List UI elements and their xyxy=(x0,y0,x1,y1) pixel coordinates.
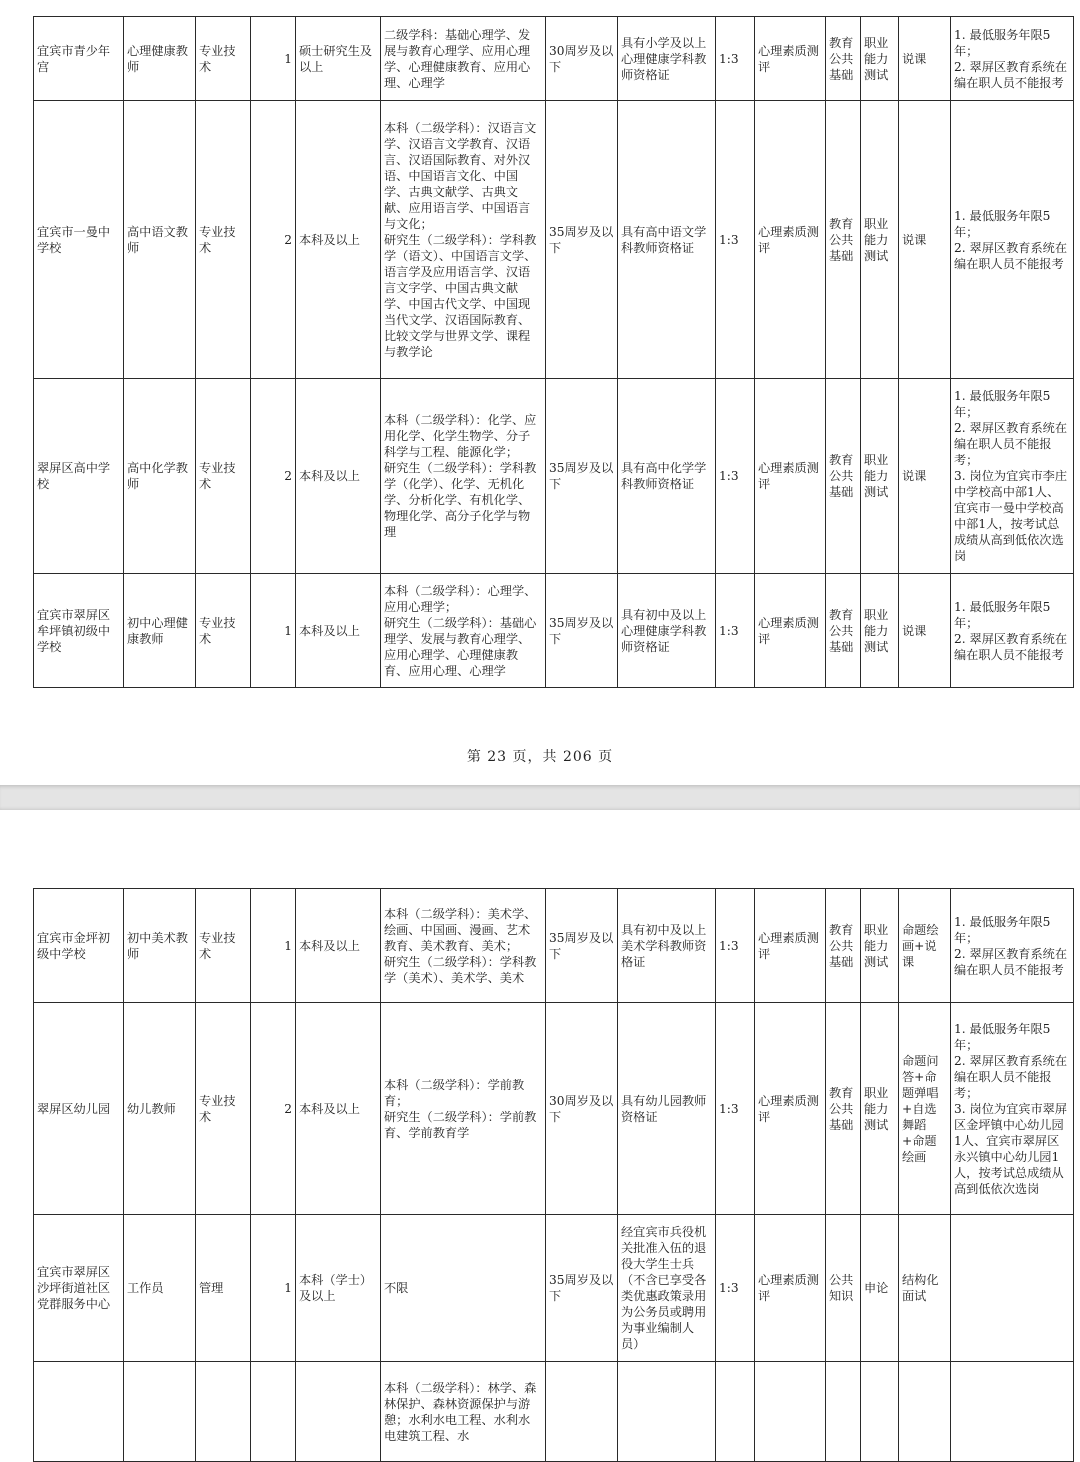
table-row xyxy=(34,17,1074,101)
cell-review-text: 心理素质测评 xyxy=(758,224,819,255)
cell-requirements-text: 具有初中及以上美术学科教师资格证 xyxy=(621,922,707,969)
cell-unit-text: 翠屏区幼儿园 xyxy=(37,1101,111,1116)
cell-majors-text: 二级学科：基础心理学、发展与教育心理学、应用心理学、心理健康教育、应用心理、心理学 xyxy=(384,27,531,90)
cell-age xyxy=(546,17,618,101)
cell-category xyxy=(196,379,251,574)
cell-notes-text: 1. 最低服务年限5年； 2. 翠屏区教育系统在编在职人员不能报考； 3. 岗位为宜宾市李庄中学校高中部1人、宜宾市一曼中学校高中部1人，按考试总成绩从高到低依次选岗 xyxy=(954,389,1068,563)
cell-age-text: 35周岁及以下 xyxy=(549,224,614,255)
cell-majors-text: 本科（二级学科）：学前教育； 研究生（二级学科）：学前教育、学前教育学 xyxy=(384,1077,537,1140)
cell-category xyxy=(196,1215,251,1362)
table-row xyxy=(34,1215,1074,1362)
cell-count xyxy=(251,1362,296,1462)
cell-notes-text: 1. 最低服务年限5年； 2. 翠屏区教育系统在编在职人员不能报考 xyxy=(954,599,1068,662)
cell-interview-text: 说课 xyxy=(902,469,927,483)
cell-category xyxy=(196,889,251,1003)
cell-count-text: 1 xyxy=(284,1281,292,1295)
cell-category-text: 管理 xyxy=(199,1281,224,1295)
cell-written-subject-1-text: 教育公共基础 xyxy=(829,1085,854,1132)
cell-review-text: 心理素质测评 xyxy=(758,615,819,646)
cell-written-subject-1 xyxy=(826,17,861,101)
cell-majors xyxy=(381,17,546,101)
cell-interview-text: 说课 xyxy=(902,232,927,247)
cell-post-text: 心理健康教师 xyxy=(127,43,188,74)
cell-post-text: 初中心理健康教师 xyxy=(127,615,188,646)
cell-count-text: 1 xyxy=(284,938,292,953)
cell-requirements xyxy=(618,1003,716,1215)
cell-post xyxy=(124,1362,196,1462)
cell-written-subject-1 xyxy=(826,101,861,379)
cell-ratio-text: 1:3 xyxy=(719,51,739,66)
cell-age-text: 30周岁及以下 xyxy=(549,1093,614,1124)
document-page-24 xyxy=(0,810,1080,1443)
cell-post-text: 高中化学教师 xyxy=(127,461,188,491)
cell-review xyxy=(755,574,826,688)
cell-category xyxy=(196,17,251,101)
cell-count xyxy=(251,1003,296,1215)
cell-post xyxy=(124,379,196,574)
cell-category-text: 专业技术 xyxy=(199,43,236,74)
cell-post xyxy=(124,17,196,101)
cell-category-text: 专业技术 xyxy=(199,461,236,491)
job-table-top xyxy=(33,16,1074,688)
cell-education xyxy=(296,17,381,101)
cell-ratio-text: 1:3 xyxy=(719,232,739,247)
cell-unit xyxy=(34,101,124,379)
cell-notes xyxy=(951,1003,1074,1215)
cell-interview xyxy=(899,1362,951,1462)
cell-majors xyxy=(381,1003,546,1215)
cell-written-subject-2 xyxy=(861,889,899,1003)
cell-education-text: 本科及以上 xyxy=(299,1101,360,1116)
cell-written-subject-2-text: 职业能力测试 xyxy=(864,453,889,499)
cell-notes xyxy=(951,889,1074,1003)
cell-age xyxy=(546,1215,618,1362)
cell-written-subject-2-text: 职业能力测试 xyxy=(864,216,889,263)
cell-majors-text: 本科（二级学科）：心理学、应用心理学； 研究生（二级学科）：基础心理学、发展与教育心理学、应用心理学、心理健康教育、应用心理、心理学 xyxy=(384,583,537,678)
cell-requirements-text: 经宜宾市兵役机关批准入伍的退役大学生士兵（不含已享受各类优惠政策录用为公务员或聘用为事业编制人员） xyxy=(621,1225,707,1351)
cell-ratio xyxy=(716,17,755,101)
cell-written-subject-1-text: 教育公共基础 xyxy=(829,216,854,263)
cell-post-text: 初中美术教师 xyxy=(127,930,188,961)
cell-ratio xyxy=(716,889,755,1003)
cell-interview xyxy=(899,574,951,688)
cell-education-text: 本科及以上 xyxy=(299,623,360,638)
cell-count xyxy=(251,17,296,101)
cell-unit-text: 宜宾市翠屏区牟坪镇初级中学校 xyxy=(37,607,111,654)
cell-unit xyxy=(34,1215,124,1362)
cell-majors xyxy=(381,1362,546,1462)
cell-review xyxy=(755,1215,826,1362)
cell-written-subject-2 xyxy=(861,101,899,379)
cell-interview-text: 结构化面试 xyxy=(902,1273,939,1303)
cell-notes-text: 1. 最低服务年限5年； 2. 翠屏区教育系统在编在职人员不能报考； 3. 岗位为宜宾市翠屏区金坪镇中心幼儿园1人、宜宾市翠屏区永兴镇中心幼儿园1人，按考试总成绩从高到低依次选岗 xyxy=(954,1021,1068,1196)
cell-review-text: 心理素质测评 xyxy=(758,461,819,491)
cell-age-text: 35周岁及以下 xyxy=(549,930,614,961)
cell-notes xyxy=(951,1362,1074,1462)
cell-requirements xyxy=(618,379,716,574)
cell-post xyxy=(124,1003,196,1215)
cell-ratio xyxy=(716,1215,755,1362)
cell-requirements xyxy=(618,101,716,379)
cell-requirements-text: 具有幼儿园教师资格证 xyxy=(621,1093,707,1124)
cell-unit-text: 宜宾市青少年宫 xyxy=(37,43,111,74)
cell-post xyxy=(124,101,196,379)
cell-majors-text: 本科（二级学科）：化学、应用化学、化学生物学、分子科学与工程、能源化学； 研究生（二级学科）：学科教学（化学）、化学、无机化学、分析化学、有机化学、物理化学、高分子化学与物理 xyxy=(384,413,537,539)
cell-review xyxy=(755,1362,826,1462)
cell-written-subject-1-text: 教育公共基础 xyxy=(829,35,854,82)
cell-interview xyxy=(899,101,951,379)
cell-majors-text: 本科（二级学科）：美术学、绘画、中国画、漫画、艺术教育、美术教育、美术； 研究生（二级学科）：学科教学（美术）、美术学、美术 xyxy=(384,906,537,985)
cell-category-text: 专业技术 xyxy=(199,1093,236,1124)
cell-category xyxy=(196,574,251,688)
cell-requirements-text: 具有高中化学学科教师资格证 xyxy=(621,461,707,491)
cell-written-subject-2-text: 职业能力测试 xyxy=(864,35,889,82)
cell-interview-text: 命题问答+命题弹唱+自选舞蹈+命题绘画 xyxy=(902,1053,939,1164)
table-row xyxy=(34,379,1074,574)
cell-education xyxy=(296,379,381,574)
cell-review xyxy=(755,17,826,101)
cell-written-subject-1-text: 教育公共基础 xyxy=(829,607,854,654)
cell-ratio xyxy=(716,574,755,688)
cell-post xyxy=(124,889,196,1003)
table-row xyxy=(34,574,1074,688)
job-table-bottom xyxy=(33,888,1074,1462)
cell-notes-text: 1. 最低服务年限5年； 2. 翠屏区教育系统在编在职人员不能报考 xyxy=(954,208,1068,271)
cell-count-text: 2 xyxy=(284,1101,292,1116)
cell-majors xyxy=(381,574,546,688)
cell-written-subject-2-text: 职业能力测试 xyxy=(864,607,889,654)
cell-ratio-text: 1:3 xyxy=(719,1101,739,1116)
cell-requirements xyxy=(618,17,716,101)
cell-requirements-text: 具有高中语文学科教师资格证 xyxy=(621,224,707,255)
cell-majors-text: 本科（二级学科）：汉语言文学、汉语言文学教育、汉语言、汉语国际教育、对外汉语、中国语言文化、中国学、古典文献学、古典文献、应用语言学、中国语言与文化； 研究生（二级学科）：学科教学（语文）、中国语言文学、语言学及应用语言学、汉语言文字学、中国古典文献学、中国古代文学、中国现当代文学、汉语国际教育、比较文学与世界文学、课程与教学论 xyxy=(384,120,537,359)
cell-requirements xyxy=(618,1362,716,1462)
cell-count-text: 1 xyxy=(284,623,292,638)
cell-written-subject-2-text: 职业能力测试 xyxy=(864,1085,889,1132)
cell-written-subject-1-text: 公共知识 xyxy=(829,1273,854,1303)
cell-category xyxy=(196,1003,251,1215)
cell-written-subject-1-text: 教育公共基础 xyxy=(829,453,854,499)
cell-education xyxy=(296,1215,381,1362)
table-row xyxy=(34,1003,1074,1215)
cell-age-text: 35周岁及以下 xyxy=(549,1273,614,1303)
cell-category-text: 专业技术 xyxy=(199,615,236,646)
cell-written-subject-2 xyxy=(861,1003,899,1215)
cell-count xyxy=(251,889,296,1003)
cell-unit xyxy=(34,1003,124,1215)
cell-written-subject-2 xyxy=(861,379,899,574)
cell-post xyxy=(124,1215,196,1362)
cell-education xyxy=(296,574,381,688)
cell-age xyxy=(546,379,618,574)
cell-majors-text: 不限 xyxy=(384,1281,409,1295)
cell-ratio xyxy=(716,101,755,379)
cell-majors xyxy=(381,101,546,379)
cell-review xyxy=(755,101,826,379)
cell-requirements xyxy=(618,889,716,1003)
cell-age xyxy=(546,1003,618,1215)
cell-interview xyxy=(899,1003,951,1215)
cell-count-text: 1 xyxy=(284,51,292,66)
cell-category-text: 专业技术 xyxy=(199,224,236,255)
cell-majors xyxy=(381,889,546,1003)
cell-post-text: 工作员 xyxy=(127,1281,164,1295)
cell-written-subject-2-text: 申论 xyxy=(864,1281,889,1295)
cell-majors xyxy=(381,379,546,574)
cell-review xyxy=(755,1003,826,1215)
cell-review-text: 心理素质测评 xyxy=(758,1273,819,1303)
cell-interview-text: 说课 xyxy=(902,51,927,66)
cell-unit xyxy=(34,889,124,1003)
cell-education-text: 本科及以上 xyxy=(299,232,360,247)
cell-review xyxy=(755,889,826,1003)
cell-ratio-text: 1:3 xyxy=(719,469,739,483)
cell-written-subject-1 xyxy=(826,889,861,1003)
cell-interview xyxy=(899,889,951,1003)
cell-written-subject-1 xyxy=(826,1215,861,1362)
cell-category xyxy=(196,1362,251,1462)
cell-ratio xyxy=(716,1003,755,1215)
table-row xyxy=(34,101,1074,379)
cell-education-text: 本科及以上 xyxy=(299,469,360,483)
cell-written-subject-1 xyxy=(826,1003,861,1215)
cell-interview xyxy=(899,379,951,574)
cell-notes xyxy=(951,574,1074,688)
cell-category-text: 专业技术 xyxy=(199,930,236,961)
cell-age-text: 35周岁及以下 xyxy=(549,461,614,491)
cell-written-subject-2-text: 职业能力测试 xyxy=(864,922,889,969)
cell-review-text: 心理素质测评 xyxy=(758,930,819,961)
cell-ratio-text: 1:3 xyxy=(719,1281,739,1295)
cell-written-subject-2 xyxy=(861,574,899,688)
cell-category xyxy=(196,101,251,379)
table-row xyxy=(34,1362,1074,1462)
cell-education xyxy=(296,1362,381,1462)
cell-written-subject-1 xyxy=(826,1362,861,1462)
cell-ratio-text: 1:3 xyxy=(719,938,739,953)
cell-unit-text: 宜宾市金坪初级中学校 xyxy=(37,930,111,961)
page-gap xyxy=(0,785,1080,810)
cell-requirements xyxy=(618,1215,716,1362)
cell-count-text: 2 xyxy=(284,469,292,483)
cell-ratio-text: 1:3 xyxy=(719,623,739,638)
cell-written-subject-1 xyxy=(826,574,861,688)
cell-written-subject-1-text: 教育公共基础 xyxy=(829,922,854,969)
cell-education xyxy=(296,1003,381,1215)
cell-unit xyxy=(34,1362,124,1462)
cell-post xyxy=(124,574,196,688)
cell-requirements-text: 具有初中及以上心理健康学科教师资格证 xyxy=(621,607,707,654)
cell-requirements xyxy=(618,574,716,688)
cell-ratio xyxy=(716,379,755,574)
cell-education-text: 硕士研究生及以上 xyxy=(299,43,373,74)
cell-interview xyxy=(899,1215,951,1362)
cell-written-subject-1 xyxy=(826,379,861,574)
cell-count-text: 2 xyxy=(284,232,292,247)
cell-interview xyxy=(899,17,951,101)
cell-notes xyxy=(951,101,1074,379)
cell-notes-text: 1. 最低服务年限5年； 2. 翠屏区教育系统在编在职人员不能报考 xyxy=(954,914,1068,977)
cell-unit-text: 宜宾市翠屏区沙坪街道社区党群服务中心 xyxy=(37,1265,111,1311)
cell-review-text: 心理素质测评 xyxy=(758,43,819,74)
cell-education-text: 本科（学士）及以上 xyxy=(299,1273,373,1303)
cell-unit xyxy=(34,574,124,688)
cell-count xyxy=(251,574,296,688)
cell-education-text: 本科及以上 xyxy=(299,938,360,953)
cell-requirements-text: 具有小学及以上心理健康学科教师资格证 xyxy=(621,35,707,82)
cell-notes xyxy=(951,379,1074,574)
cell-unit-text: 翠屏区高中学校 xyxy=(37,461,111,491)
cell-age xyxy=(546,1362,618,1462)
cell-age xyxy=(546,101,618,379)
cell-count xyxy=(251,379,296,574)
cell-count xyxy=(251,1215,296,1362)
cell-post-text: 高中语文教师 xyxy=(127,224,188,255)
cell-age xyxy=(546,889,618,1003)
cell-notes-text: 1. 最低服务年限5年； 2. 翠屏区教育系统在编在职人员不能报考 xyxy=(954,27,1068,90)
cell-unit xyxy=(34,17,124,101)
cell-unit-text: 宜宾市一曼中学校 xyxy=(37,224,111,255)
page-number: 第 23 页，共 206 页 xyxy=(466,749,614,765)
cell-written-subject-2 xyxy=(861,1362,899,1462)
cell-interview-text: 命题绘画+说课 xyxy=(902,922,939,969)
cell-age-text: 35周岁及以下 xyxy=(549,615,614,646)
cell-notes xyxy=(951,1215,1074,1362)
cell-notes xyxy=(951,17,1074,101)
cell-majors-text: 本科（二级学科）：林学、森林保护、森林资源保护与游憩；水利水电工程、水利水电建筑工程、水 xyxy=(384,1380,537,1443)
cell-review xyxy=(755,379,826,574)
cell-review-text: 心理素质测评 xyxy=(758,1093,819,1124)
cell-written-subject-2 xyxy=(861,17,899,101)
cell-age-text: 30周岁及以下 xyxy=(549,43,614,74)
table-row xyxy=(34,889,1074,1003)
cell-unit xyxy=(34,379,124,574)
cell-written-subject-2 xyxy=(861,1215,899,1362)
cell-education xyxy=(296,101,381,379)
cell-count xyxy=(251,101,296,379)
cell-ratio xyxy=(716,1362,755,1462)
cell-education xyxy=(296,889,381,1003)
cell-post-text: 幼儿教师 xyxy=(127,1101,176,1116)
cell-majors xyxy=(381,1215,546,1362)
cell-age xyxy=(546,574,618,688)
cell-interview-text: 说课 xyxy=(902,623,927,638)
